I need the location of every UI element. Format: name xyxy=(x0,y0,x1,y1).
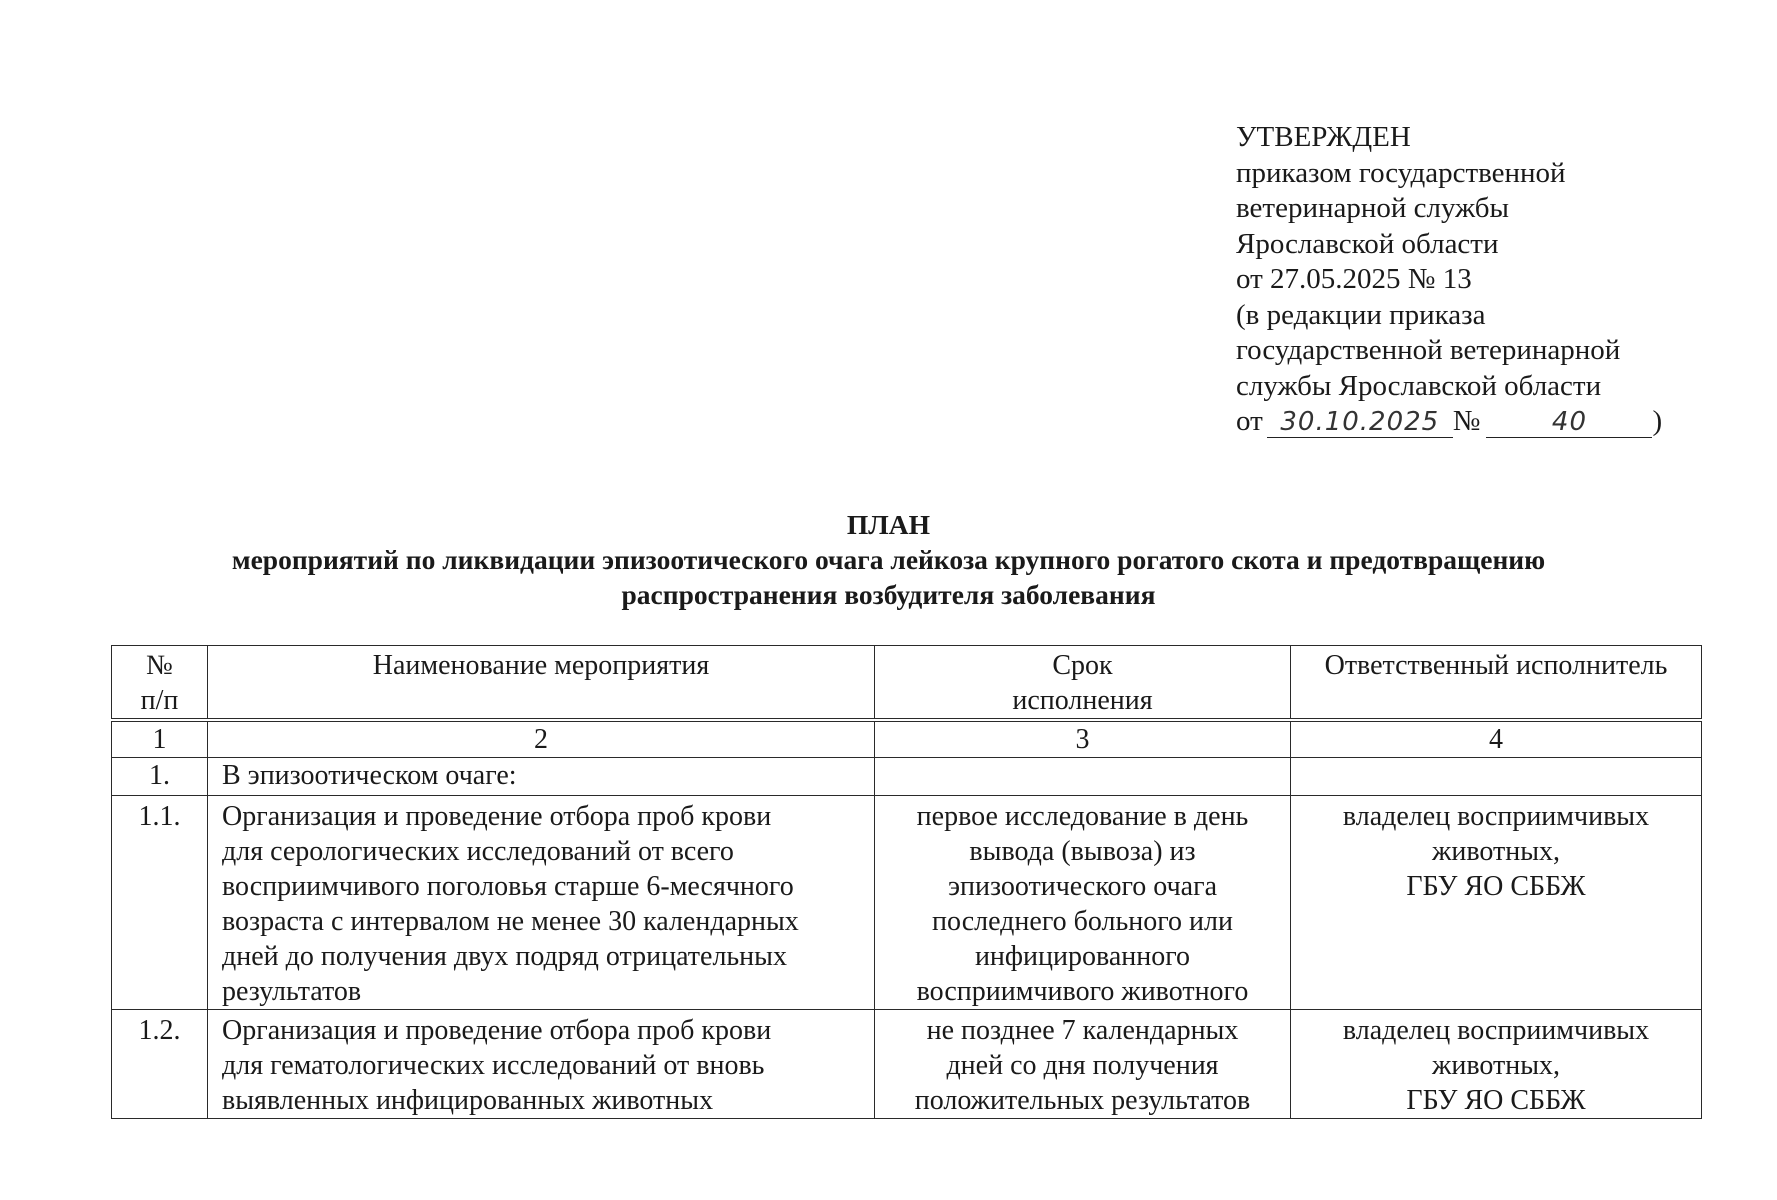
approval-order-date: от 27.05.2025 № 13 xyxy=(1236,263,1472,295)
row-name-line: восприимчивого поголовья старше 6-месячного xyxy=(222,871,794,902)
row-name-line: возраста с интервалом не менее 30 календарных xyxy=(222,906,799,937)
approval-heading: УТВЕРЖДЕН xyxy=(1236,121,1411,153)
approval-line: (в редакции приказа xyxy=(1236,298,1486,331)
row-name-line: выявленных инфицированных животных xyxy=(222,1085,714,1116)
row-name-line: дней до получения двух подряд отрицательных xyxy=(222,941,787,972)
approval-line: Ярославской области xyxy=(1236,227,1499,260)
approval-line: службы Ярославской области xyxy=(1236,369,1602,402)
row-name-line: В эпизоотическом очаге: xyxy=(222,760,517,791)
approval-line: ветеринарной службы xyxy=(1236,192,1509,224)
row-term xyxy=(875,796,1291,1010)
row-term-line: восприимчивого животного xyxy=(916,976,1249,1007)
header-no: № п/п xyxy=(112,646,208,721)
approval-amendment-row xyxy=(1236,404,1716,440)
approval-line: государственной ветеринарной xyxy=(1236,334,1621,366)
row-term-line: инфицированного xyxy=(974,941,1191,972)
approval-line: приказом государственной xyxy=(1236,156,1566,189)
column-number: 1 xyxy=(112,720,208,758)
row-name-line: для серологических исследований от всего xyxy=(222,836,734,867)
approval-stamp-block xyxy=(1236,120,1716,440)
row-responsible-line: животных, xyxy=(1431,1050,1561,1081)
document-title xyxy=(100,507,1677,612)
row-name xyxy=(208,796,875,1010)
row-number: 1. xyxy=(112,758,208,796)
row-term xyxy=(875,1010,1291,1119)
row-term-line: первое исследование в день xyxy=(916,801,1249,832)
amendment-prefix: от xyxy=(1236,405,1263,437)
row-term-line: не позднее 7 календарных xyxy=(926,1015,1239,1046)
title-subtitle-line2: распространения возбудителя заболевания xyxy=(621,579,1156,610)
row-number: 1.2. xyxy=(112,1010,208,1119)
closing-paren: ) xyxy=(1652,405,1663,437)
row-name xyxy=(208,1010,875,1119)
row-responsible-line: владелец восприимчивых xyxy=(1342,801,1650,832)
table-header-row xyxy=(112,646,1702,721)
handwritten-number: 40 xyxy=(1486,407,1652,438)
row-term-line: последнего больного или xyxy=(932,906,1233,937)
row-term xyxy=(875,758,1291,796)
row-term-line: положительных результатов xyxy=(914,1085,1251,1116)
table-row xyxy=(112,796,1702,1010)
row-term-line: эпизоотического очага xyxy=(947,871,1218,902)
row-term-line: дней со дня получения xyxy=(946,1050,1219,1081)
number-sign: № xyxy=(1452,405,1481,437)
row-name xyxy=(208,758,875,796)
row-term-line: вывода (вывоза) из xyxy=(969,836,1196,867)
row-number: 1.1. xyxy=(112,796,208,1010)
row-name-line: Организация и проведение отбора проб крови xyxy=(222,1015,772,1046)
table-row xyxy=(112,758,1702,796)
header-responsible: Ответственный исполнитель xyxy=(1291,646,1702,721)
title-subtitle-line1: мероприятий по ликвидации эпизоотического очага лейкоза крупного рогатого скота и предотвращению xyxy=(231,544,1546,575)
table-row xyxy=(112,1010,1702,1119)
handwritten-date: 30.10.2025 xyxy=(1267,407,1453,438)
row-name-line: Организация и проведение отбора проб крови xyxy=(222,801,772,832)
row-name-line: для гематологических исследований от вновь xyxy=(222,1050,765,1081)
header-name: Наименование мероприятия xyxy=(208,646,875,721)
column-number: 3 xyxy=(875,720,1291,758)
row-responsible xyxy=(1291,1010,1702,1119)
row-responsible-line: владелец восприимчивых xyxy=(1342,1015,1650,1046)
header-term: Срок исполнения xyxy=(875,646,1291,721)
row-name-line: результатов xyxy=(222,976,362,1007)
row-responsible-line: ГБУ ЯО СББЖ xyxy=(1406,1085,1586,1116)
row-responsible-line: животных, xyxy=(1431,836,1561,867)
row-responsible xyxy=(1291,796,1702,1010)
plan-table xyxy=(111,645,1702,1119)
title-heading: ПЛАН xyxy=(846,509,931,540)
column-number-row xyxy=(112,720,1702,758)
row-responsible-line: ГБУ ЯО СББЖ xyxy=(1406,871,1586,902)
column-number: 2 xyxy=(208,720,875,758)
column-number: 4 xyxy=(1291,720,1702,758)
row-responsible xyxy=(1291,758,1702,796)
